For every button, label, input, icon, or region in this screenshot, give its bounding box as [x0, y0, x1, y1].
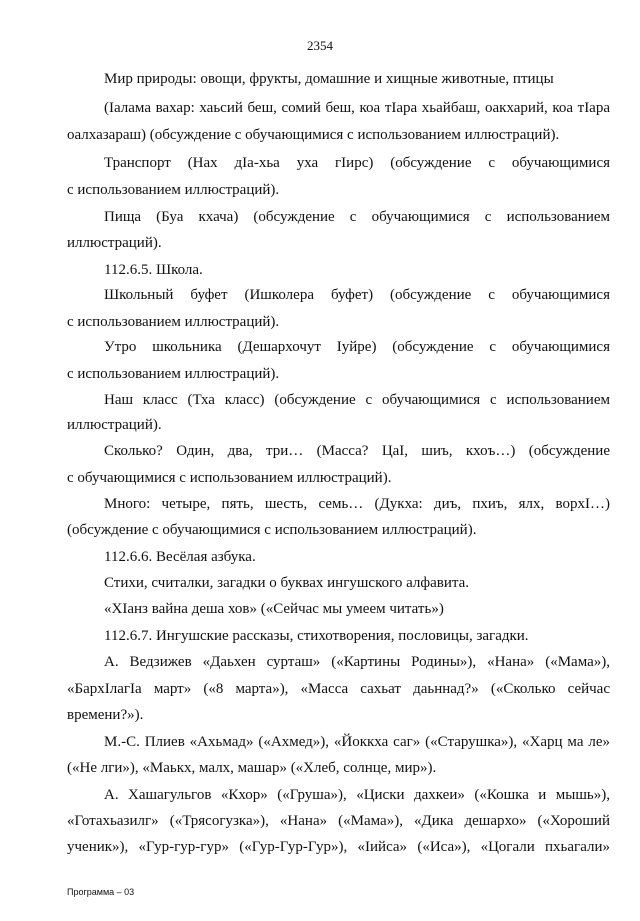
text-line: (Ιалама вахар: хаьсий беш, сомий беш, коа тΙара хьайбаш, оакхарий, коа тΙара: [104, 100, 610, 116]
text-line: Сколько? Один, два, три… (Масса? ЦаΙ, шиъ, кхоъ…) (обсуждение: [104, 443, 610, 459]
page-number: 2354: [307, 38, 333, 53]
section-heading: 112.6.6. Весёлая азбука.: [104, 549, 256, 565]
text-line: времени?»).: [67, 707, 144, 723]
text-line: Пища (Буа кхача) (обсуждение с обучающимися с использованием: [104, 209, 610, 225]
text-line: «Готахьазилг» («Трясогузка»), «Нана» («Мама»), «Дика дешархо» («Хороший: [67, 813, 610, 829]
text-line: («Не лги»), «Маькх, малх, машар» («Хлеб, солнце, мир»).: [67, 760, 437, 776]
page-footer: Программа – 03: [67, 887, 135, 897]
text-line: Утро школьника (Дешархочут Ιуйре) (обсуждение с обучающимися: [104, 339, 610, 355]
section-heading: 112.6.7. Ингушские рассказы, стихотворения, пословицы, загадки.: [104, 628, 529, 644]
text-line: иллюстраций).: [67, 235, 162, 251]
text-line: ученик»), «Гур-гур-гур» («Гур-Гур-Гур»), «Ιийса» («Иса»), «Цогали пхьагали»: [67, 839, 610, 855]
text-line: «БархΙлагΙа март» («8 марта»), «Масса сахьат даьннад?» («Сколько сейчас: [67, 681, 610, 697]
text-line: Много: четыре, пять, шесть, семь… (Дукха: диъ, пхиъ, ялх, ворхΙ…): [104, 496, 610, 512]
text-line: иллюстраций).: [67, 417, 162, 433]
text-line: Школьный буфет (Ишколера буфет) (обсуждение с обучающимися: [104, 287, 610, 303]
text-line: с обучающимися с использованием иллюстраций).: [67, 470, 392, 486]
text-line: Наш класс (Тха класс) (обсуждение с обучающимися с использованием: [104, 392, 610, 408]
text-line: с использованием иллюстраций).: [67, 366, 280, 382]
text-line: А. Ведзижев «Даьхен сурташ» («Картины Родины»), «Нана» («Мама»),: [104, 654, 610, 670]
text-line: оалхазараш) (обсуждение с обучающимися с использованием иллюстраций).: [67, 127, 560, 143]
text-line: А. Хашагульгов «Кхор» («Груша»), «Циски дахкеи» («Кошка и мышь»),: [104, 787, 610, 803]
section-heading: 112.6.5. Школа.: [104, 262, 203, 278]
text-line: «ХΙанз вайна деша хов» («Сейчас мы умеем читать»): [104, 601, 444, 617]
text-line: Транспорт (Нах дΙа-хьа уха гΙирс) (обсуждение с обучающимися: [104, 155, 610, 171]
text-line: Мир природы: овощи, фрукты, домашние и хищные животные, птицы: [104, 71, 554, 87]
text-line: (обсуждение с обучающимися с использованием иллюстраций).: [67, 522, 477, 538]
text-line: с использованием иллюстраций).: [67, 182, 280, 198]
text-line: с использованием иллюстраций).: [67, 314, 280, 330]
text-line: М.-С. Плиев «Ахьмад» («Ахмед»), «Йоккха саг» («Старушка»), «Харц ма ле»: [104, 734, 610, 750]
text-line: Стихи, считалки, загадки о буквах ингушского алфавита.: [104, 575, 470, 591]
